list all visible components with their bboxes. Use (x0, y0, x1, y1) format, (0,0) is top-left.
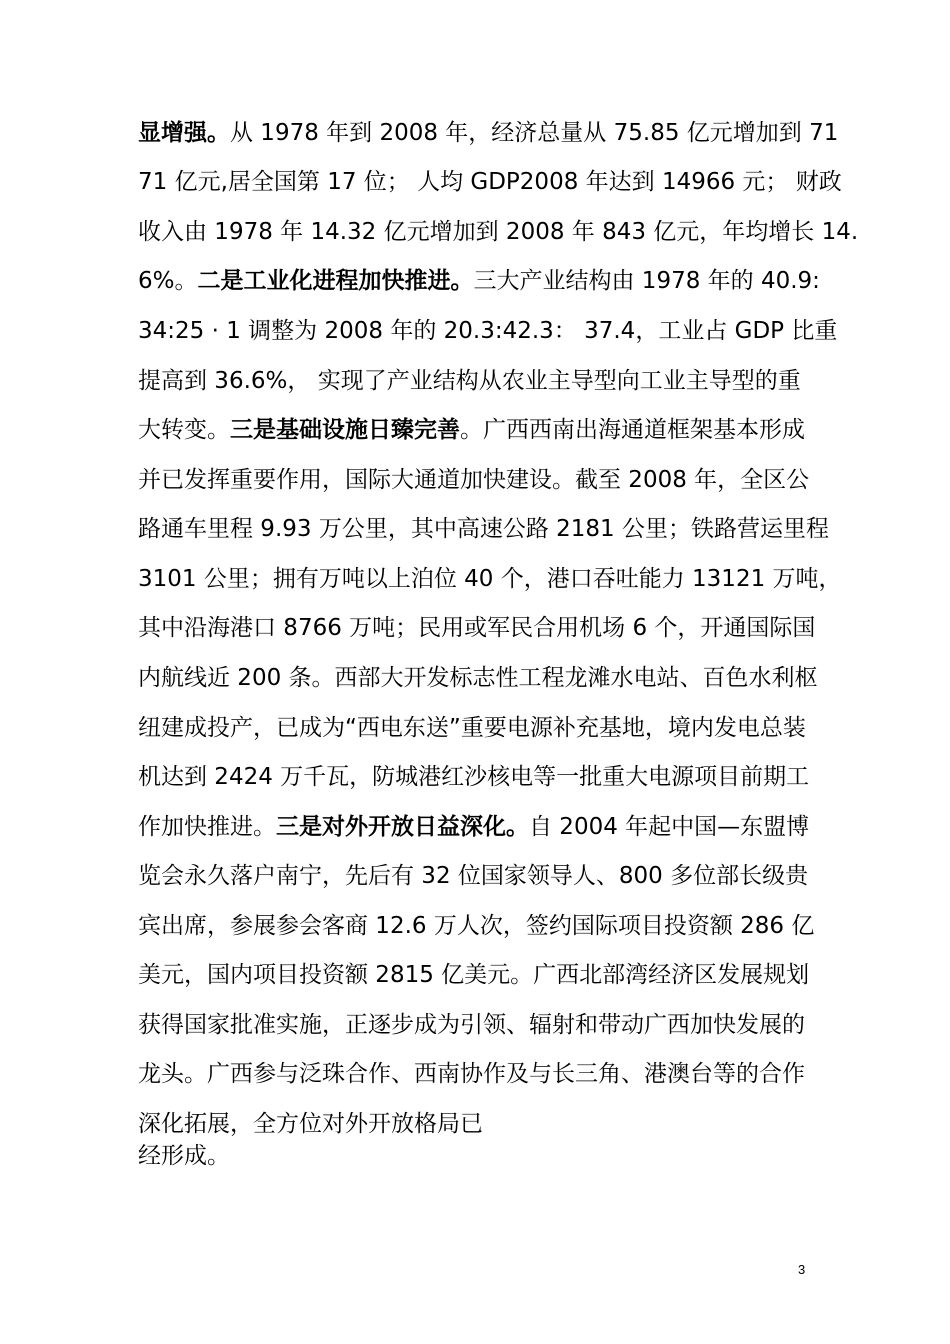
text-segment: 宾出席，参展参会客商 12.6 万人次，签约国际项目投资额 286 亿 (138, 913, 815, 939)
text-segment: 3101 公里；拥有万吨以上泊位 40 个，港口吞吐能力 13121 万吨， (138, 566, 842, 592)
text-segment: 内航线近 200 条。西部大开发标志性工程龙滩水电站、百色水利枢 (138, 665, 818, 691)
text-segment: 收入由 1978 年 14.32 亿元增加到 2008 年 843 亿元，年均增长 14. (138, 219, 859, 245)
text-segment: 71 亿元,居全国第 17 位； 人均 GDP2008 年达到 14966 元； 财政 (138, 169, 842, 195)
text-segment: 览会永久落户南宁，先后有 32 位国家领导人、800 多位部长级贵 (138, 863, 809, 889)
text-line (138, 960, 809, 990)
text-segment: 机达到 2424 万千瓦，防城港红沙核电等一批重大电源项目前期工 (138, 764, 810, 790)
page-number: 3 (798, 1262, 806, 1277)
bold-heading-segment: 三是基础设施日臻完善 (230, 417, 460, 443)
text-segment: 经形成。 (138, 1143, 230, 1169)
text-segment: 其中沿海港口 8766 万吨；民用或军民合用机场 6 个，开通国际国 (138, 615, 816, 641)
text-line (138, 1059, 805, 1089)
text-line (138, 613, 815, 643)
text-line (138, 762, 809, 792)
bold-heading-segment: 二是工业化进程加快推进。 (197, 268, 474, 294)
text-segment: 从 1978 年到 2008 年，经济总量从 75.85 亿元增加到 71 (230, 120, 839, 146)
text-line (138, 217, 858, 247)
text-segment: 路通车里程 9.93 万公里，其中高速公路 2181 公里；铁路营运里程 (138, 516, 829, 542)
text-line (138, 118, 838, 148)
text-line (138, 911, 814, 941)
text-line (138, 1141, 230, 1171)
text-line (138, 713, 806, 743)
text-line (138, 266, 820, 296)
text-segment: 美元，国内项目投资额 2815 亿美元。广西北部湾经济区发展规划 (138, 962, 810, 988)
text-segment: 6%。 (138, 268, 198, 294)
text-segment: 作加快推进。 (138, 814, 276, 840)
text-line (138, 1109, 483, 1139)
text-segment: 并已发挥重要作用，国际大通道加快建设。截至 2008 年，全区公 (138, 467, 810, 493)
text-line (138, 167, 842, 197)
text-segment: 自 2004 年起中国—东盟博 (529, 814, 810, 840)
text-line (138, 514, 829, 544)
bold-heading-segment: 显增强。 (138, 120, 230, 146)
text-segment: 34:25 · 1 调整为 2008 年的 20.3:42.3： 37.4，工业占 GDP 比重 (138, 318, 838, 344)
text-segment: 大转变。 (138, 417, 230, 443)
text-line (138, 812, 809, 842)
text-line (138, 1010, 805, 1040)
text-line (138, 861, 808, 891)
text-line (138, 366, 801, 396)
bold-heading-segment: 三是对外开放日益深化。 (276, 814, 529, 840)
text-line (138, 663, 818, 693)
text-line (138, 465, 809, 495)
text-segment: 纽建成投产，已成为“西电东送”重要电源补充基地，境内发电总装 (138, 715, 806, 741)
text-segment: 。广西西南出海通道框架基本形成 (460, 417, 805, 443)
text-segment: 提高到 36.6%， 实现了产业结构从农业主导型向工业主导型的重 (138, 368, 801, 394)
text-line (138, 316, 837, 346)
text-line (138, 415, 805, 445)
text-segment: 获得国家批准实施，正逐步成为引领、辐射和带动广西加快发展的 (138, 1012, 805, 1038)
text-segment: 龙头。广西参与泛珠合作、西南协作及与长三角、港澳台等的合作 (138, 1061, 805, 1087)
text-segment: 三大产业结构由 1978 年的 40.9: (473, 268, 820, 294)
text-segment: 深化拓展，全方位对外开放格局已 (138, 1111, 483, 1137)
text-line (138, 564, 842, 594)
